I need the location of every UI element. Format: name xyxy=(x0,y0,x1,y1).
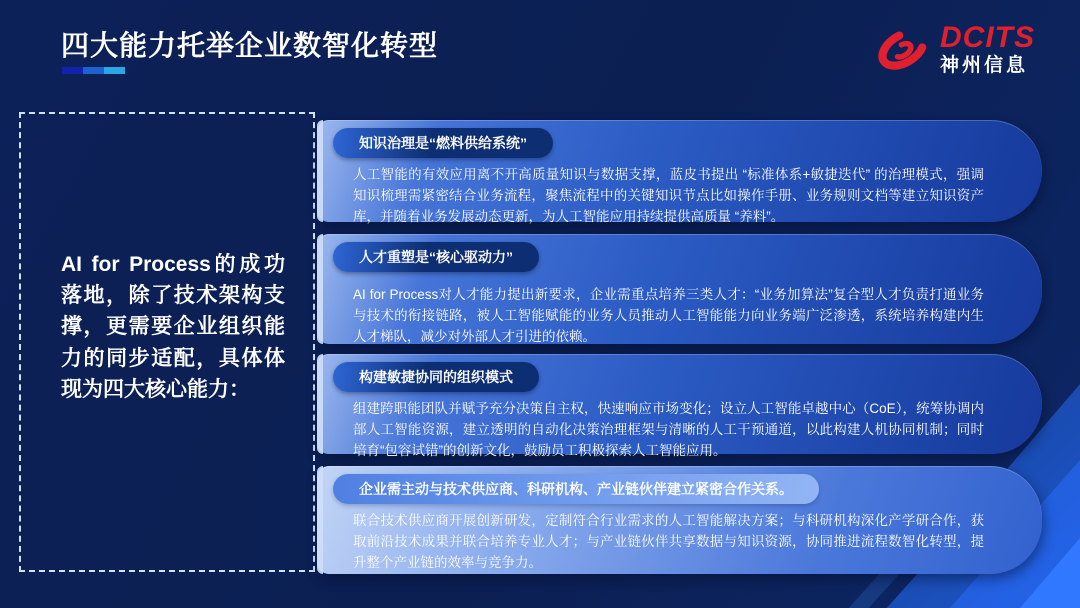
capability-card-talent xyxy=(317,234,1042,344)
capability-card-ecosystem xyxy=(317,466,1042,574)
card-header-pill: 构建敏捷协同的组织模式 xyxy=(333,362,539,392)
card-body-text: AI for Process对人才能力提出新要求，企业需重点培养三类人才：“业务加算法”复合型人才负责打通业务与技术的衔接链路，被人工智能赋能的业务人员推动人工智能能力向业务端广泛渗透，系统培养构建内生人才梯队，减少对外部人才引进的依赖。 xyxy=(353,287,984,344)
brand-name-cn: 神州信息 xyxy=(940,55,1029,76)
card-header-pill: 企业需主动与技术供应商、科研机构、产业链伙伴建立紧密合作关系。 xyxy=(333,474,819,504)
capability-card-organization xyxy=(317,354,1042,458)
intro-text: AI for Process的成功落地，除了技术架构支撑，更需要企业组织能力的同步适配，具体体现为四大核心能力： xyxy=(61,253,285,401)
card-body-text: 联合技术供应商开展创新研发，定制符合行业需求的人工智能解决方案；与科研机构深化产学研合作，获取前沿技术成果并联合培养专业人才；与产业链伙伴共享数据与知识资源，协同推进流程数智化转型，提升整个产业链的效率与竞争力。 xyxy=(353,513,984,570)
dcits-swoosh-icon xyxy=(874,20,932,78)
capability-card-knowledge xyxy=(317,120,1042,222)
title-underline xyxy=(62,67,125,74)
card-body-text: 人工智能的有效应用离不开高质量知识与数据支撑，蓝皮书提出 “标准体系+敏捷迭代” 的治理模式，强调知识梳理需紧密结合业务流程，聚焦流程中的关键知识节点比如操作手册、业务规则文档等建立知识资产库，并随着业务发展动态更新，为人工智能应用持续提供高质量 “养料”。 xyxy=(353,167,984,224)
brand-logo xyxy=(874,20,1035,78)
card-body-text: 组建跨职能团队并赋予充分决策自主权，快速响应市场变化；设立人工智能卓越中心（CoE），统筹协调内部人工智能资源，建立透明的自动化决策治理框架与清晰的人工干预通道，以此构建人机协同机制；同时培育“包容试错”的创新文化，鼓励员工积极探索人工智能应用。 xyxy=(353,401,984,458)
card-header-pill: 知识治理是“燃料供给系统” xyxy=(333,128,553,158)
card-header-pill: 人才重塑是“核心驱动力” xyxy=(333,242,539,272)
brand-name: DCITS xyxy=(940,21,1035,54)
intro-panel xyxy=(19,112,315,572)
slide-title: 四大能力托举企业数智化转型 xyxy=(61,30,439,61)
